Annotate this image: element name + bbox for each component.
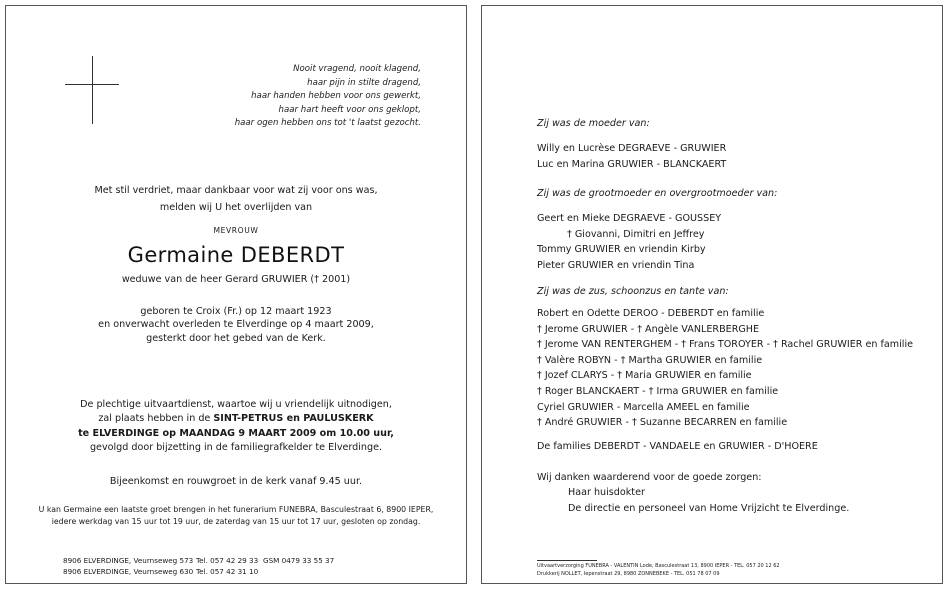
children-list — [537, 141, 726, 172]
list-item: † Valère ROBYN - † Martha GRUWIER en familie — [537, 354, 763, 366]
service-line: gevolgd door bijzetting in de familiegrafkelder te Elverdinge. — [89, 442, 383, 454]
list-item: † Jozef CLARYS - † Maria GRUWIER en familie — [537, 370, 752, 382]
widow-line: weduwe van de heer Gerard GRUWIER († 2001) — [121, 274, 351, 285]
heading-mother: Zij was de moeder van: — [537, 118, 650, 129]
list-item: Robert en Odette DEROO - DEBERDT en familie — [537, 308, 765, 319]
born-line: gesterkt door het gebed van de Kerk. — [146, 332, 326, 344]
grandchildren-list — [537, 211, 721, 273]
list-item: † André GRUWIER - † Suzanne BECARREN en familie — [537, 417, 788, 429]
intro-line: Met stil verdriet, maar dankbaar voor wat zij voor ons was, — [94, 185, 378, 196]
funerarium-info — [6, 504, 466, 528]
phone: Tel. 057 42 29 33 — [196, 556, 259, 565]
service-line — [6, 412, 466, 426]
intro-line: melden wij U het overlijden van — [159, 202, 313, 214]
list-item: † Giovanni, Dimitri en Jeffrey — [567, 228, 705, 240]
poem-line: Nooit vragend, nooit klagend, — [293, 64, 421, 74]
printer-footer — [537, 563, 780, 578]
address-column — [63, 555, 193, 578]
heading-grandmother: Zij was de grootmoeder en overgrootmoeder van: — [537, 188, 778, 199]
title-mevrouw: MEVROUW — [213, 226, 259, 235]
service-text: zal plaats hebben in de — [98, 413, 214, 425]
thanks-list — [568, 485, 849, 516]
deceased-name: Germaine DEBERDT — [127, 243, 345, 267]
funeral-line: iedere werkdag van 15 uur tot 19 uur, de zaterdag van 15 uur tot 17 uur, gesloten op zondag. — [51, 516, 421, 526]
thanks-line: Wij danken waarderend voor de goede zorgen: — [537, 472, 762, 483]
heading-sister: Zij was de zus, schoonzus en tante van: — [537, 286, 729, 297]
list-item: Geert en Mieke DEGRAEVE - GOUSSEY — [537, 213, 722, 224]
siblings-list — [537, 306, 913, 431]
address: 8906 ELVERDINGE, Veurnseweg 630 — [63, 567, 194, 577]
list-item: Haar huisdokter — [568, 487, 645, 498]
list-item: Tommy GRUWIER en vriendin Kirby — [537, 244, 706, 256]
list-item: † Jerome GRUWIER - † Angèle VANLERBERGHE — [537, 323, 760, 335]
footer-divider — [537, 560, 597, 561]
gathering-info: Bijeenkomst en rouwgroet in de kerk vanaf 9.45 uur. — [109, 476, 363, 487]
list-item: Luc en Marina GRUWIER - BLANCKAERT — [537, 158, 727, 170]
gsm: GSM 0479 33 55 37 — [263, 556, 335, 565]
cross-icon-horizontal — [65, 84, 119, 85]
phone: Tel. 057 42 31 10 — [196, 567, 259, 577]
list-item: † Jerome VAN RENTERGHEM - † Frans TOROYER - † Rachel GRUWIER en familie — [537, 339, 914, 351]
phone-column — [196, 555, 258, 578]
footer-line: Drukkerij NOLLET, Iepenstraat 29, 8980 ZONNEBEKE - TEL. 051 78 07 09 — [537, 570, 720, 577]
born-line: geboren te Croix (Fr.) op 12 maart 1923 — [140, 306, 332, 317]
poem-line: haar pijn in stilte dragend, — [307, 77, 421, 88]
cross-icon-vertical — [92, 56, 93, 124]
service-line: De plechtige uitvaartdienst, waartoe wij u vriendelijk uitnodigen, — [80, 399, 392, 410]
poem-line: haar hart heeft voor ons geklopt, — [278, 104, 421, 115]
church-name: SINT-PETRUS en PAULUSKERK — [213, 413, 374, 425]
list-item: Pieter GRUWIER en vriendin Tina — [537, 259, 695, 271]
footer-line: Uitvaartverzorging FUNEBRA - VALENTIN Lode, Basculestraat 13, 8900 IEPER - TEL. 057 20 12 62 — [537, 563, 780, 569]
funeral-line: U kan Germaine een laatste groet brengen in het funerarium FUNEBRA, Basculestraat 6, 8900 IEPER, — [38, 505, 434, 514]
families-line: De families DEBERDT - VANDAELE en GRUWIER - D'HOERE — [537, 441, 818, 452]
birth-death-info — [6, 305, 466, 345]
list-item: Willy en Lucrèse DEGRAEVE - GRUWIER — [537, 143, 727, 154]
intro — [6, 182, 466, 217]
list-item: Cyriel GRUWIER - Marcella AMEEL en familie — [537, 401, 750, 413]
poem-line: haar ogen hebben ons tot 't laatst gezocht. — [234, 118, 421, 129]
poem-line: haar handen hebben voor ons gewerkt, — [251, 91, 421, 102]
service-info — [6, 398, 466, 456]
list-item: † Roger BLANCKAERT - † Irma GRUWIER en familie — [537, 385, 779, 397]
right-page — [481, 5, 943, 584]
list-item: De directie en personeel van Home Vrijzicht te Elverdinge. — [568, 502, 850, 514]
service-date: te ELVERDINGE op MAANDAG 9 MAART 2009 om 10.00 uur, — [78, 427, 394, 439]
left-page — [5, 5, 467, 584]
born-line: en onverwacht overleden te Elverdinge op 4 maart 2009, — [98, 319, 374, 331]
poem — [235, 63, 421, 131]
service-line — [6, 427, 466, 441]
gsm-column — [263, 555, 334, 566]
address: 8906 ELVERDINGE, Veurnseweg 573 — [63, 556, 194, 565]
